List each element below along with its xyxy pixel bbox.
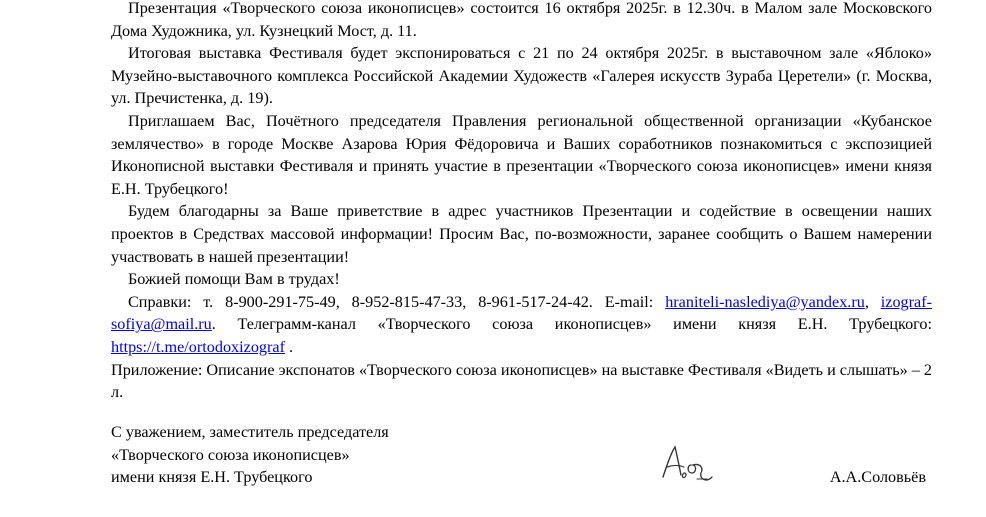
telegram-link[interactable]: https://t.me/ortodoxizograf xyxy=(111,337,285,356)
email-link-izograf[interactable]: izograf-sofiya@mail.ru xyxy=(111,292,933,334)
closing-line-2: «Творческого союза иконописцев» xyxy=(111,445,350,464)
contacts-phones: Справки: т. 8-900-291-75-49, 8-952-815-47-33, 8-961-517-24-42. E-mail: xyxy=(128,292,666,311)
email-link-hraniteli[interactable]: hraniteli-naslediya@yandex.ru xyxy=(665,292,865,311)
contacts-separator: , xyxy=(864,292,869,311)
signer-name: А.А.Соловьёв xyxy=(829,468,926,486)
paragraph-gratitude: Будем благодарны за Ваше приветствие в адрес участников Презентации и содействие в освещении наших проектов в Средствах массовой информации! Просим Вас, по-возможности, заранее сообщить о Вашем намерении участвовать в нашей презентации! xyxy=(111,202,932,266)
paragraph-blessing: Божией помощи Вам в трудах! xyxy=(128,270,340,289)
closing-line-3: имени князя Е.Н. Трубецкого xyxy=(111,468,313,487)
contacts-telegram-label: . Телеграмм-канал «Творческого союза иконописцев» имени князя Е.Н. Трубецкого: xyxy=(211,315,932,334)
closing-line-1: С уважением, заместитель председателя xyxy=(111,423,389,441)
paragraph-invitation: Приглашаем Вас, Почётного председателя Правления региональной общественной организации «Кубанское землячество» в городе Москве Азарова Юрия Фёдоровича и Ваших соработников познакомиться с экспозицией Иконописной выставки Фестиваля и принять участие в презентации «Творческого союза иконописцев» имени князя Е.Н. Трубецкого! xyxy=(111,111,932,198)
paragraph-attachment: Приложение: Описание экспонатов «Творческого союза иконописцев» на выставке Фестиваля «Видеть и слышать» – 2 л. xyxy=(111,360,933,402)
paragraph-presentation: Презентация «Творческого союза иконописцев» состоится 16 октября 2025г. в 12.30ч. в Малом зале Московского Дома Художника, ул. Кузнецкий Мост, д. 11. xyxy=(111,0,932,40)
paragraph-contacts xyxy=(111,291,932,359)
paragraph-exhibition: Итоговая выставка Фестиваля будет экспонироваться с 21 по 24 октября 2025г. в выставочном зале «Яблоко» Музейно-выставочного комплекса Российской Академии Художеств «Галерея искусств Зураба Церетели» (г. Москва, ул. Пречистенка, д. 19). xyxy=(111,44,932,108)
letter-body xyxy=(111,0,932,404)
handwritten-signature xyxy=(657,443,717,487)
signature-block xyxy=(111,421,932,489)
contacts-end: . xyxy=(284,337,294,356)
